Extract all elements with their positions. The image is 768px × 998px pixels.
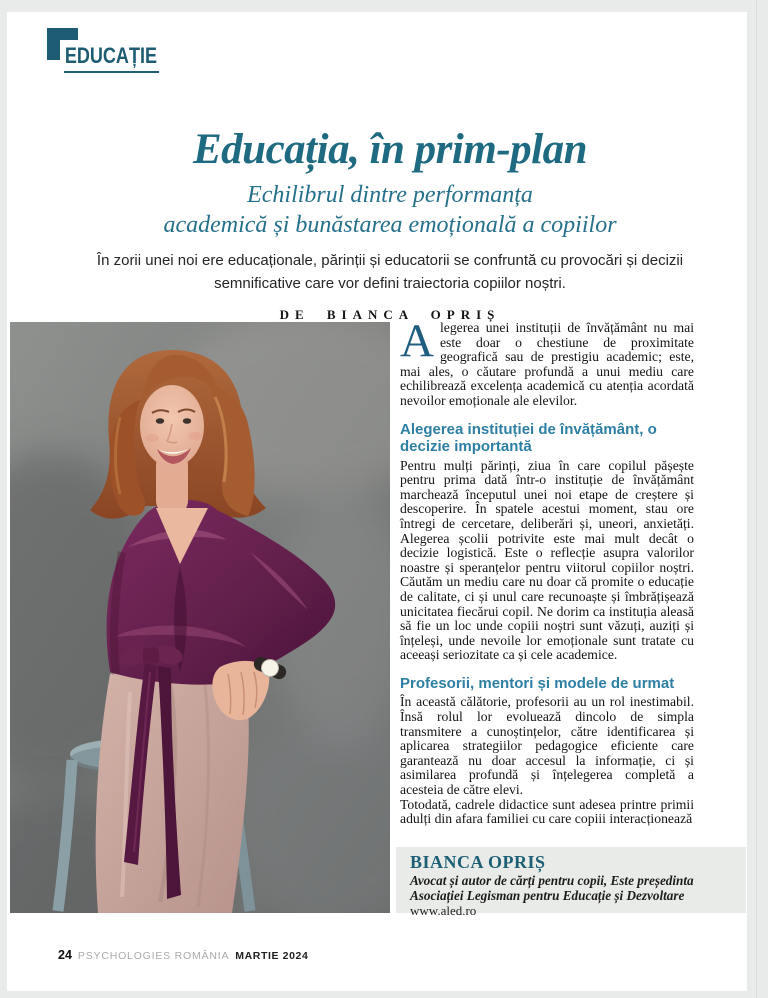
paragraph: În această călătorie, profesorii au un rol inestimabil. Însă rolul lor evoluează dincolo de simpla transmitere a cunoștințelor, către identificarea și aplicarea strategiilor pedagogice eficiente care garantează nu doar accesul la informație, ci și asimilarea profundă și înțelegerea completă a acesteia de către elevi. xyxy=(400,694,694,797)
page-footer xyxy=(58,948,308,962)
flag-vertical-bar xyxy=(47,28,60,60)
subheading-1: Alegerea instituției de învățământ, o decizie importantă xyxy=(400,420,657,456)
article-lead: În zorii unei noi ere educaționale, părinții și educatorii se confruntă cu provocări și decizii semnificative care vor defini traiectoria copiilor noștri. xyxy=(96,252,684,292)
article-title: Educația, în prim-plan xyxy=(193,126,587,173)
drop-cap: A xyxy=(400,315,434,367)
portrait-photo-illustration xyxy=(10,322,390,913)
subheading-2: Profesorii, mentori și modele de urmat xyxy=(400,674,675,692)
article-subtitle-line2: academică și bunăstarea emoțională a copiilor xyxy=(163,212,617,238)
magazine-name: PSYCHOLOGIES ROMÂNIA xyxy=(77,950,230,962)
author-bio-line: Avocat și autor de cărți pentru copii, Este președinta xyxy=(410,873,694,888)
author-website: www.aled.ro xyxy=(410,903,477,918)
portrait-photo xyxy=(10,322,390,913)
paragraph: Pentru mulți părinți, ziua în care copilul pășește pentru prima dată într-o instituție de învățământ marchează începutul unei noi etape de creștere și descoperire. În spatele acestui moment, stau ore întregi de cercetare, deliberări și, uneori, anxietăți. Alegerea școlii potrivite este mai mult decât o decizie logistică. Este o reflecție asupra valorilor noastre și speranțelor pentru viitorul copiilor noștri. Căutăm un mediu care nu doar că promite o educație de calitate, ci și unul care recunoaște și îmbrățișează unicitatea fiecărui copil. Ne dorim ca instituția aleasă să fie un loc unde copiii noștri sunt văzuți, auziți și înțeleși, unde nevoile lor emoționale sunt tratate cu aceeași seriozitate ca și cele academice. xyxy=(400,457,694,663)
page-number: 24 xyxy=(58,948,72,962)
issue-date: MARTIE 2024 xyxy=(235,950,309,962)
paragraph-text: legerea unei instituții de învățământ nu mai este doar o chestiune de proximitate geografică sau de prestigiu academic; este, mai ales, o căutare profundă a unui mediu care echilibrează excelența academică cu atenția acordată nevoilor emoționale ale elevilor. xyxy=(400,320,694,408)
author-name: BIANCA OPRIȘ xyxy=(410,852,546,872)
article-body xyxy=(400,315,694,827)
author-bio-line: Asociației Legisman pentru Educație și Dezvoltare xyxy=(410,888,685,903)
section-label: EDUCAȚIE xyxy=(64,45,159,73)
byline: DE BIANCA OPRIȘ xyxy=(279,307,501,322)
author-bio-box xyxy=(396,847,746,918)
paragraph xyxy=(400,315,694,409)
page-surface xyxy=(7,12,747,991)
headline-block xyxy=(67,126,713,323)
paragraph: Totodată, cadrele didactice sunt adesea printre primii adulți din afara familiei cu care copiii interacționează xyxy=(400,796,694,827)
article-subtitle-line1: Echilibrul dintre performanța xyxy=(247,182,533,208)
